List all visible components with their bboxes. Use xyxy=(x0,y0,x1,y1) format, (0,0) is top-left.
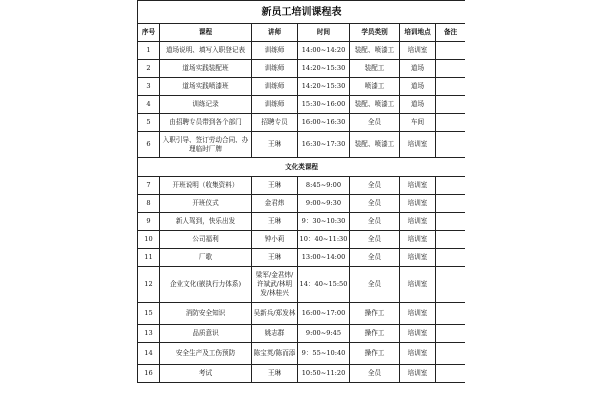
cell-teacher: 王琳 xyxy=(252,177,298,195)
cell-time: 10：40~11:30 xyxy=(298,231,350,249)
cell-time: 15:30~16:00 xyxy=(298,96,350,114)
table-row xyxy=(138,365,466,383)
cell-category: 全员 xyxy=(350,195,400,213)
cell-course: 开班仪式 xyxy=(160,195,252,213)
cell-category: 全员 xyxy=(350,267,400,303)
cell-course: 企业文化(嵌执行力体系) xyxy=(160,267,252,303)
cell-time: 14:20~15:30 xyxy=(298,60,350,78)
table-row xyxy=(138,177,466,195)
cell-seq: 13 xyxy=(138,325,160,343)
cell-teacher: 王琳 xyxy=(252,365,298,383)
table-row xyxy=(138,96,466,114)
section2-body xyxy=(138,177,466,383)
cell-location: 培训室 xyxy=(400,231,436,249)
cell-seq: 9 xyxy=(138,213,160,231)
page-title: 新员工培训课程表 xyxy=(138,1,466,24)
cell-location: 培训室 xyxy=(400,132,436,158)
cell-seq: 4 xyxy=(138,96,160,114)
cell-time: 16:00~17:00 xyxy=(298,303,350,325)
cell-time: 14：40~15:50 xyxy=(298,267,350,303)
header-course: 课程 xyxy=(160,24,252,42)
cell-time: 9:00~9:45 xyxy=(298,325,350,343)
cell-seq: 14 xyxy=(138,343,160,365)
table-row xyxy=(138,303,466,325)
cell-seq: 11 xyxy=(138,249,160,267)
cell-note xyxy=(436,213,466,231)
table-row xyxy=(138,325,466,343)
cell-note xyxy=(436,177,466,195)
cell-seq: 8 xyxy=(138,195,160,213)
cell-time: 13:00~14:00 xyxy=(298,249,350,267)
cell-category: 全员 xyxy=(350,249,400,267)
cell-teacher: 金君炜 xyxy=(252,195,298,213)
cell-seq: 5 xyxy=(138,114,160,132)
table-row xyxy=(138,195,466,213)
cell-teacher: 钟小莉 xyxy=(252,231,298,249)
cell-seq: 7 xyxy=(138,177,160,195)
cell-time: 10:50~11:20 xyxy=(298,365,350,383)
cell-teacher: 王琳 xyxy=(252,213,298,231)
cell-location: 道场 xyxy=(400,60,436,78)
cell-note xyxy=(436,249,466,267)
table-row xyxy=(138,114,466,132)
table-row xyxy=(138,267,466,303)
cell-seq: 1 xyxy=(138,42,160,60)
table-row xyxy=(138,249,466,267)
cell-category: 装配工 xyxy=(350,60,400,78)
cell-category: 操作工 xyxy=(350,325,400,343)
cell-course: 消防安全知识 xyxy=(160,303,252,325)
cell-seq: 6 xyxy=(138,132,160,158)
cell-note xyxy=(436,96,466,114)
cell-time: 9:00~9:30 xyxy=(298,195,350,213)
cell-note xyxy=(436,343,466,365)
table-row xyxy=(138,213,466,231)
cell-time: 9：55~10:40 xyxy=(298,343,350,365)
cell-category: 装配、喷漆工 xyxy=(350,42,400,60)
cell-teacher: 王琳 xyxy=(252,132,298,158)
cell-note xyxy=(436,303,466,325)
cell-teacher: 王琳 xyxy=(252,249,298,267)
cell-seq: 2 xyxy=(138,60,160,78)
cell-teacher: 梁军/金君炜/许斌武/林明发/林桂兴 xyxy=(252,267,298,303)
cell-course: 安全生产及工伤预防 xyxy=(160,343,252,365)
cell-time: 16:30~17:30 xyxy=(298,132,350,158)
cell-note xyxy=(436,365,466,383)
cell-seq: 10 xyxy=(138,231,160,249)
cell-teacher: 陈宝英/陈而添 xyxy=(252,343,298,365)
section-title: 文化类课程 xyxy=(138,158,466,177)
cell-teacher: 招聘专员 xyxy=(252,114,298,132)
header-note: 备注 xyxy=(436,24,466,42)
cell-course: 品质意识 xyxy=(160,325,252,343)
title-row xyxy=(138,1,466,24)
cell-category: 全员 xyxy=(350,365,400,383)
schedule-table xyxy=(137,0,465,383)
cell-location: 培训室 xyxy=(400,325,436,343)
header-location: 培训地点 xyxy=(400,24,436,42)
cell-note xyxy=(436,325,466,343)
cell-seq: 16 xyxy=(138,365,160,383)
table-row xyxy=(138,343,466,365)
cell-category: 全员 xyxy=(350,114,400,132)
cell-category: 喷漆工 xyxy=(350,78,400,96)
cell-time: 8:45~9:00 xyxy=(298,177,350,195)
cell-location: 培训室 xyxy=(400,195,436,213)
cell-note xyxy=(436,60,466,78)
cell-teacher: 训练师 xyxy=(252,78,298,96)
cell-course: 由招聘专员带到各个部门 xyxy=(160,114,252,132)
cell-category: 操作工 xyxy=(350,303,400,325)
cell-teacher: 姚志群 xyxy=(252,325,298,343)
cell-course: 入职引导、签订劳动合同、办理临时厂牌 xyxy=(160,132,252,158)
cell-note xyxy=(436,132,466,158)
cell-teacher: 吴新兵/郑发林 xyxy=(252,303,298,325)
cell-seq: 3 xyxy=(138,78,160,96)
cell-teacher: 训练师 xyxy=(252,60,298,78)
cell-note xyxy=(436,267,466,303)
cell-location: 培训室 xyxy=(400,303,436,325)
cell-location: 道场 xyxy=(400,96,436,114)
cell-category: 全员 xyxy=(350,213,400,231)
cell-time: 14:20~15:30 xyxy=(298,78,350,96)
cell-course: 道场实践喷漆班 xyxy=(160,78,252,96)
cell-location: 培训室 xyxy=(400,213,436,231)
cell-teacher: 训练师 xyxy=(252,96,298,114)
table-row xyxy=(138,42,466,60)
table-row xyxy=(138,60,466,78)
header-time: 时间 xyxy=(298,24,350,42)
cell-course: 考试 xyxy=(160,365,252,383)
cell-note xyxy=(436,42,466,60)
cell-time: 14:00~14:20 xyxy=(298,42,350,60)
header-category: 学员类别 xyxy=(350,24,400,42)
header-teacher: 讲师 xyxy=(252,24,298,42)
section2-title-body xyxy=(138,158,466,177)
cell-category: 全员 xyxy=(350,177,400,195)
cell-note xyxy=(436,114,466,132)
section1-body xyxy=(138,42,466,158)
cell-category: 全员 xyxy=(350,231,400,249)
cell-seq: 12 xyxy=(138,267,160,303)
cell-course: 新人驾到，快乐出发 xyxy=(160,213,252,231)
cell-course: 道场实践装配班 xyxy=(160,60,252,78)
cell-location: 培训室 xyxy=(400,249,436,267)
cell-location: 车间 xyxy=(400,114,436,132)
cell-category: 装配、喷漆工 xyxy=(350,132,400,158)
cell-location: 培训室 xyxy=(400,42,436,60)
cell-course: 厂歌 xyxy=(160,249,252,267)
cell-category: 装配、喷漆工 xyxy=(350,96,400,114)
cell-course: 开班说明（收集资料） xyxy=(160,177,252,195)
section-row xyxy=(138,158,466,177)
cell-location: 道场 xyxy=(400,78,436,96)
header-row xyxy=(138,24,466,42)
header-seq: 序号 xyxy=(138,24,160,42)
cell-location: 培训室 xyxy=(400,343,436,365)
cell-time: 16:00~16:30 xyxy=(298,114,350,132)
cell-teacher: 训练师 xyxy=(252,42,298,60)
cell-location: 培训室 xyxy=(400,267,436,303)
cell-course: 训练记录 xyxy=(160,96,252,114)
cell-note xyxy=(436,231,466,249)
cell-course: 公司福利 xyxy=(160,231,252,249)
cell-seq: 15 xyxy=(138,303,160,325)
cell-time: 9：30~10:30 xyxy=(298,213,350,231)
cell-course: 道场说明、填写入职登记表 xyxy=(160,42,252,60)
cell-note xyxy=(436,195,466,213)
cell-location: 培训室 xyxy=(400,365,436,383)
table-row xyxy=(138,231,466,249)
cell-category: 操作工 xyxy=(350,343,400,365)
table-row xyxy=(138,132,466,158)
cell-note xyxy=(436,78,466,96)
table-row xyxy=(138,78,466,96)
cell-location: 培训室 xyxy=(400,177,436,195)
schedule-sheet xyxy=(137,0,465,400)
